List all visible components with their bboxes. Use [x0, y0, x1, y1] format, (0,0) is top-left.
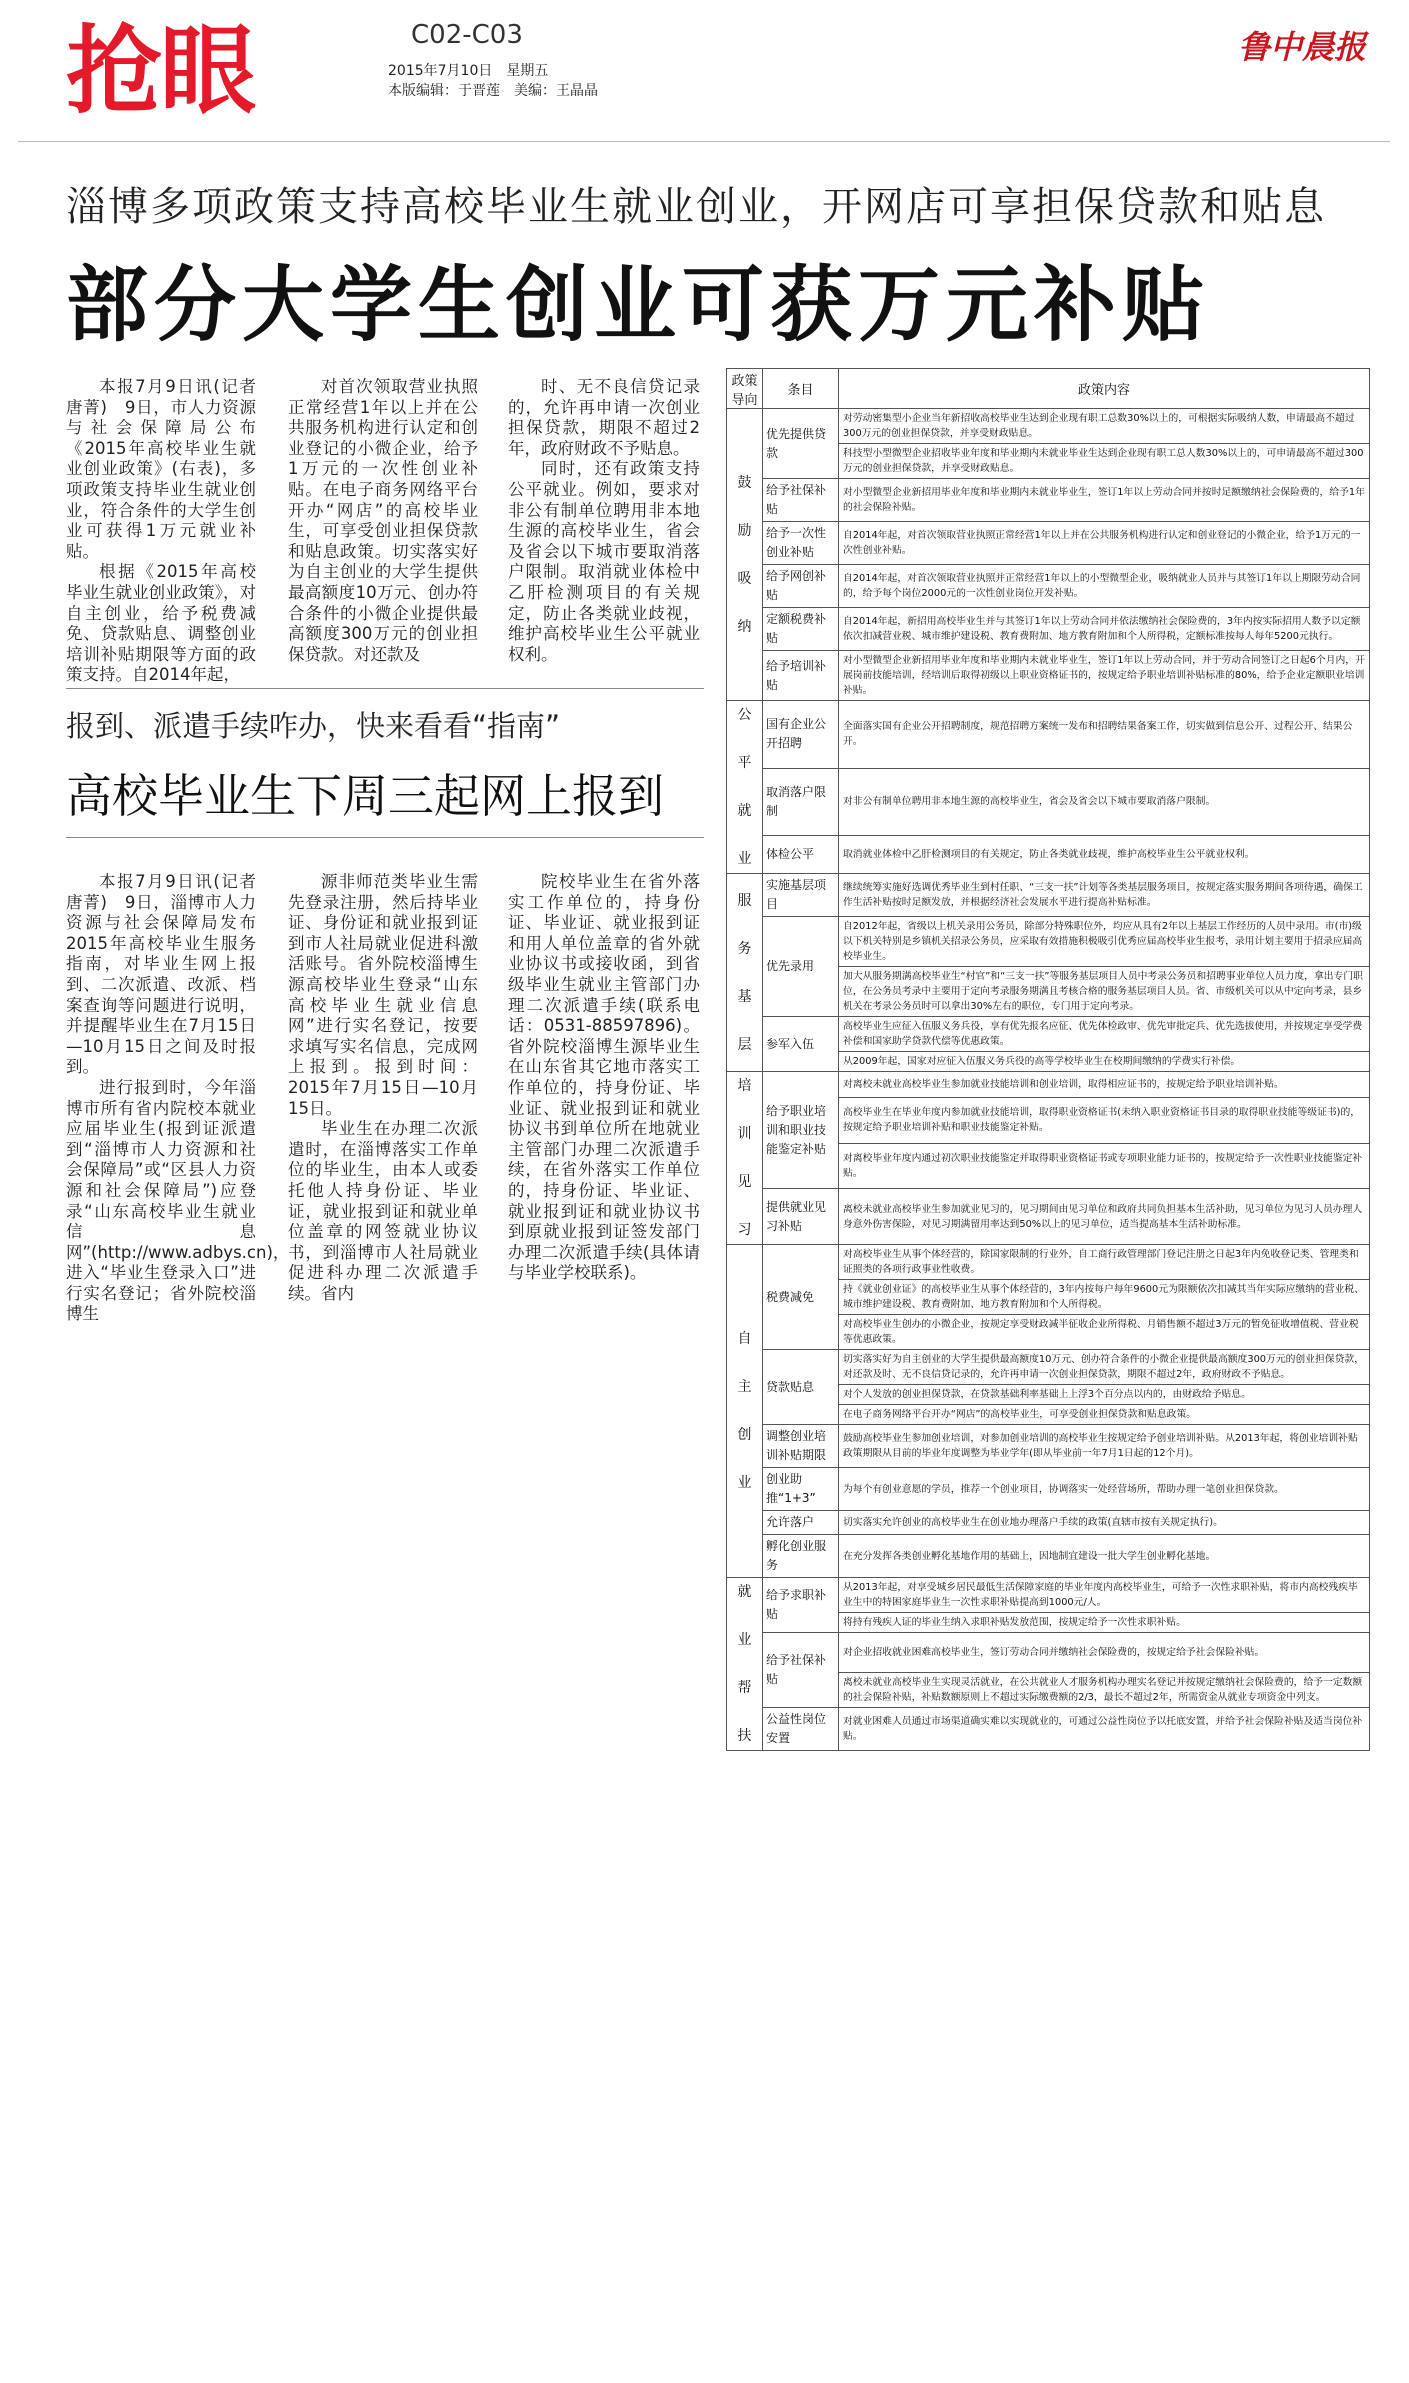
table-row	[727, 1245, 1370, 1280]
table-row	[727, 608, 1370, 651]
policy-category-cell: 公 平 就 业	[727, 701, 763, 874]
policy-content-cell: 对就业困难人员通过市场渠道确实难以实现就业的，可通过公益性岗位予以托底安置，并给予社会保险补贴及适当岗位补贴。	[839, 1708, 1370, 1751]
policy-content-cell: 对非公有制单位聘用非本地生源的高校毕业生，省会及省会以下城市要取消落户限制。	[839, 768, 1370, 836]
article2-column-2	[288, 872, 478, 1304]
paragraph: 院校毕业生在省外落实工作单位的，持身份证、毕业证、就业报到证和用人单位盖章的省外就业协议书或接收函，到省级毕业生就业主管部门办理二次派遣手续(联系电话：0531-88597896)。省外院校淄博生源毕业生在山东省其它地市落实工作单位的，持身份证、毕业证、就业报到证和就业协议书到单位所在地就业主管部门办理二次派遣手续，在省外落实工作单位的，持身份证、毕业证、就业报到证和就业协议书到原就业报到证签发部门办理二次派遣手续(具体请与毕业学校联系)。	[508, 872, 700, 1283]
table-row	[727, 479, 1370, 522]
table-row	[727, 917, 1370, 967]
policy-item-cell: 税费减免	[763, 1245, 839, 1350]
policy-item-cell: 允许落户	[763, 1511, 839, 1535]
header-item: 条目	[763, 369, 839, 409]
policy-content-cell: 对劳动密集型小企业当年新招收高校毕业生达到企业现有职工总数30%以上的，可根据实际吸纳人数，申请最高不超过300万元的创业担保贷款，并享受财政贴息。	[839, 409, 1370, 444]
page-numbers: C02-C03	[411, 20, 523, 50]
policy-content-cell: 自2014年起，对首次领取营业执照并正常经营1年以上的小型微型企业，吸纳就业人员并与其签订1年以上期限劳动合同的，给予每个岗位2000元的一次性创业岗位开发补贴。	[839, 565, 1370, 608]
policy-content-cell: 继续统筹实施好选调优秀毕业生到村任职、“三支一扶”计划等各类基层服务项目，按规定落实服务期间各项待遇，确保工作生活补贴按时足额发放，并根据经济社会发展水平进行提高补贴标准。	[839, 874, 1370, 917]
table-row	[727, 1072, 1370, 1098]
table-row	[727, 836, 1370, 874]
header-content: 政策内容	[839, 369, 1370, 409]
date-line: 2015年7月10日 星期五	[388, 63, 549, 79]
policy-category-cell: 服 务 基 层	[727, 874, 763, 1072]
article2-headline: 高校毕业生下周三起网上报到	[66, 769, 664, 823]
article2-kicker: 报到、派遣手续咋办，快来看看“指南”	[66, 709, 561, 743]
policy-content-cell: 自2012年起，省级以上机关录用公务员，除部分特殊职位外，均应从具有2年以上基层工作经历的人员中录用。市(市)级以下机关特别是乡镇机关招录公务员，应采取有效措施积极吸引优秀应届高校毕业生报考，录用计划主要用于招录应届高校毕业生。	[839, 917, 1370, 967]
policy-category-cell: 鼓 励 吸 纳	[727, 409, 763, 701]
policy-item-cell: 给予社保补贴	[763, 1633, 839, 1708]
policy-content-cell: 对个人发放的创业担保贷款，在贷款基础利率基础上上浮3个百分点以内的，由财政给予贴息。	[839, 1385, 1370, 1405]
policy-content-cell: 高校毕业生在毕业年度内参加就业技能培训，取得职业资格证书(未纳入职业资格证书目录的取得职业技能等级证书)的，按规定给予职业培训补贴和职业技能鉴定补贴。	[839, 1098, 1370, 1144]
article1-column-3	[508, 377, 700, 665]
article1-column-1	[66, 377, 273, 686]
paper-name-logo: 鲁中晨报	[1237, 28, 1366, 66]
policy-content-cell: 对企业招收就业困难高校毕业生，签订劳动合同并缴纳社会保险费的，按规定给予社会保险补贴。	[839, 1633, 1370, 1673]
policy-item-cell: 体检公平	[763, 836, 839, 874]
policy-item-cell: 给予培训补贴	[763, 651, 839, 701]
policy-content-cell: 全面落实国有企业公开招聘制度，规范招聘方案统一发布和招聘结果备案工作，切实做到信息公开、过程公开、结果公开。	[839, 701, 1370, 769]
policy-item-cell: 实施基层项目	[763, 874, 839, 917]
policy-item-cell: 公益性岗位安置	[763, 1708, 839, 1751]
table-row	[727, 1468, 1370, 1511]
policy-item-cell: 定额税费补贴	[763, 608, 839, 651]
article-divider	[66, 688, 704, 689]
headline2-divider	[66, 837, 704, 838]
policy-content-cell: 自2014年起，新招用高校毕业生并与其签订1年以上劳动合同并依法缴纳社会保险费的，3年内按实际招用人数予以定额依次扣减营业税、城市维护建设税、教育费附加、地方教育附加和个人所得税，定额标准按每人每年5200元执行。	[839, 608, 1370, 651]
policy-content-cell: 科技型小型微型企业招收毕业年度和毕业期内未就业毕业生达到企业现有职工总人数30%以上的，可申请最高不超过300万元的创业担保贷款，并享受财政贴息。	[839, 444, 1370, 479]
table-row	[727, 565, 1370, 608]
masthead-divider	[18, 141, 1390, 142]
masthead	[66, 16, 1376, 126]
paragraph: 源非师范类毕业生需先登录注册，然后持毕业证、身份证和就业报到证到市人社局就业促进科激活账号。省外院校淄博生源高校毕业生登录“山东高校毕业生就业信息网”进行实名登记，按要求填写实名信息，完成网上报到。报到时间：2015年7月15日—10月15日。	[288, 872, 478, 1118]
policy-content-cell: 对离校未就业高校毕业生参加就业技能培训和创业培训，取得相应证书的，按规定给予职业培训补贴。	[839, 1072, 1370, 1098]
article1-kicker: 淄博多项政策支持高校毕业生就业创业，开网店可享担保贷款和贴息	[66, 184, 1326, 230]
paragraph: 同时，还有政策支持公平就业。例如，要求对非公有制单位聘用非本地生源的高校毕业生，省会及省会以下城市要取消落户限制。取消就业体检中乙肝检测项目的有关规定，防止各类就业歧视，维护高校毕业生公平就业权利。	[508, 459, 700, 664]
policy-content-cell: 持《就业创业证》的高校毕业生从事个体经营的，3年内按每户每年9600元为限额依次扣减其当年实际应缴纳的营业税、城市维护建设税、教育费附加、地方教育附加和个人所得税。	[839, 1280, 1370, 1315]
policy-content-cell: 为每个有创业意愿的学员，推荐一个创业项目，协调落实一处经营场所，帮助办理一笔创业担保贷款。	[839, 1468, 1370, 1511]
table-row	[727, 768, 1370, 836]
policy-item-cell: 创业助推“1+3”	[763, 1468, 839, 1511]
paragraph: 本报7月9日讯(记者 唐菁) 9日，淄博市人力资源与社会保障局发布2015年高校毕业生服务指南，对毕业生网上报到、二次派遣、改派、档案查询等问题进行说明，并提醒毕业生在7月15日—10月15日之间及时报到。	[66, 872, 273, 1077]
paragraph: 毕业生在办理二次派遣时，在淄博落实工作单位的毕业生，由本人或委托他人持身份证、毕业证，就业报到证和就业单位盖章的网签就业协议书，到淄博市人社局就业促进科办理二次派遣手续。省内	[288, 1119, 478, 1303]
table-row	[727, 1708, 1370, 1751]
policy-item-cell: 优先提供贷款	[763, 409, 839, 479]
policy-item-cell: 给予网创补贴	[763, 565, 839, 608]
policy-item-cell: 给予求职补贴	[763, 1578, 839, 1633]
policy-content-cell: 取消就业体检中乙肝检测项目的有关规定，防止各类就业歧视，维护高校毕业生公平就业权利。	[839, 836, 1370, 874]
article1-headline: 部分大学生创业可获万元补贴	[66, 258, 1211, 353]
header-category: 政策导向	[727, 369, 763, 409]
table-row	[727, 651, 1370, 701]
policy-item-cell: 国有企业公开招聘	[763, 701, 839, 769]
section-logo: 抢眼	[66, 15, 254, 127]
policy-category-cell: 就 业 帮 扶	[727, 1578, 763, 1751]
policy-content-cell: 切实落实好为自主创业的大学生提供最高额度10万元、创办符合条件的小微企业提供最高额度300万元的创业担保贷款，对还款及时、无不良信贷记录的，允许再申请一次创业担保贷款，期限不超过2年，政府财政不予贴息。	[839, 1350, 1370, 1385]
policy-content-cell: 切实落实允许创业的高校毕业生在创业地办理落户手续的政策(直辖市按有关规定执行)。	[839, 1511, 1370, 1535]
article2-column-1	[66, 872, 290, 1325]
policy-content-cell: 鼓励高校毕业生参加创业培训，对参加创业培训的高校毕业生按规定给予创业培训补贴。从2013年起，将创业培训补贴政策期限从目前的毕业年度调整为毕业学年(即从毕业前一年7月1日起的12个月)。	[839, 1425, 1370, 1468]
table-row	[727, 1578, 1370, 1613]
policy-item-cell: 提供就业见习补贴	[763, 1189, 839, 1245]
policy-item-cell: 参军入伍	[763, 1017, 839, 1072]
policy-item-cell: 贷款贴息	[763, 1350, 839, 1425]
policy-content-cell: 离校未就业高校毕业生实现灵活就业，在公共就业人才服务机构办理实名登记并按规定缴纳社会保险费的，给予一定数额的社会保险补贴，补贴数额原则上不超过实际缴费额的2/3，最长不超过2年，所需资金从就业专项资金中列支。	[839, 1673, 1370, 1708]
policy-content-cell: 在充分发挥各类创业孵化基地作用的基础上，因地制宜建设一批大学生创业孵化基地。	[839, 1535, 1370, 1578]
policy-content-cell: 对高校毕业生创办的小微企业，按规定享受财政减半征收企业所得税、月销售额不超过3万元的暂免征收增值税、营业税等优惠政策。	[839, 1315, 1370, 1350]
paragraph: 本报7月9日讯(记者 唐菁) 9日，市人力资源与社会保障局公布《2015年高校毕业生就业创业政策》(右表)，多项政策支持毕业生就业创业，符合条件的大学生创业可获得1万元就业补贴。	[66, 377, 273, 561]
policy-content-cell: 高校毕业生应征入伍服义务兵役，享有优先报名应征、优先体检政审、优先审批定兵、优先选拔使用，并按规定享受学费补偿和国家助学贷款代偿等优惠政策。	[839, 1017, 1370, 1052]
policy-content-cell: 在电子商务网络平台开办“网店”的高校毕业生，可享受创业担保贷款和贴息政策。	[839, 1405, 1370, 1425]
article2-column-3	[508, 872, 700, 1284]
paragraph: 对首次领取营业执照正常经营1年以上并在公共服务机构进行认定和创业登记的小微企业，给予1万元的一次性创业补贴。在电子商务网络平台开办“网店”的高校毕业生，可享受创业担保贷款和贴息政策。切实落实好为自主创业的大学生提供最高额度10万元、创办符合条件的小微企业提供最高额度300万元的创业担保贷款。对还款及	[288, 377, 478, 664]
table-row	[727, 1511, 1370, 1535]
table-row	[727, 409, 1370, 444]
policy-table	[726, 368, 1370, 1751]
policy-content-cell: 加大从服务期满高校毕业生“村官”和“三支一扶”等服务基层项目人员中考录公务员和招聘事业单位人员力度，拿出专门职位，在公务员考录中主要用于定向考录服务期满且考核合格的服务基层项目人员。省、市级机关可以从中定向考录，县乡机关在考录公务员时可以拿出30%左右的职位，专门用于定向考录。	[839, 967, 1370, 1017]
policy-table-header	[727, 369, 1370, 409]
policy-content-cell: 对高校毕业生从事个体经营的，除国家限制的行业外，自工商行政管理部门登记注册之日起3年内免收登记类、管理类和证照类的各项行政事业性收费。	[839, 1245, 1370, 1280]
policy-content-cell: 从2009年起，国家对应征入伍服义务兵役的高等学校毕业生在校期间缴纳的学费实行补偿。	[839, 1052, 1370, 1072]
table-row	[727, 1535, 1370, 1578]
policy-item-cell: 给予社保补贴	[763, 479, 839, 522]
paragraph: 进行报到时，今年淄博市所有省内院校本就业应届毕业生(报到证派遣到“淄博市人力资源和社会保障局”或“区县人力资源和社会保障局”)应登录“山东高校毕业生就业信息网”(http://www.adbys.cn)，进入“毕业生登录入口”进行实名登记；省外院校淄博生	[66, 1077, 290, 1324]
policy-content-cell: 对小型微型企业新招用毕业年度和毕业期内未就业毕业生，签订1年以上劳动合同并按时足额缴纳社会保险费的，给予1年的社会保险补贴。	[839, 479, 1370, 522]
paragraph: 时、无不良信贷记录的，允许再申请一次创业担保贷款，期限不超过2年，政府财政不予贴息。	[508, 377, 700, 458]
policy-item-cell: 调整创业培训补贴期限	[763, 1425, 839, 1468]
policy-category-cell: 培 训 见 习	[727, 1072, 763, 1245]
policy-content-cell: 将持有残疾人证的毕业生纳入求职补贴发放范围，按规定给予一次性求职补贴。	[839, 1613, 1370, 1633]
policy-category-cell: 自 主 创 业	[727, 1245, 763, 1578]
table-row	[727, 1425, 1370, 1468]
policy-item-cell: 取消落户限制	[763, 768, 839, 836]
policy-content-cell: 对小型微型企业新招用毕业年度和毕业期内未就业毕业生，签订1年以上劳动合同，并于劳动合同签订之日起6个月内，开展岗前技能培训，经培训后取得初级以上职业资格证书的，按规定给予职业培训补贴标准的80%，给予企业定额职业培训补贴。	[839, 651, 1370, 701]
table-row	[727, 522, 1370, 565]
policy-content-cell: 自2014年起，对首次领取营业执照正常经营1年以上并在公共服务机构进行认定和创业登记的小微企业，给予1万元的一次性创业补贴。	[839, 522, 1370, 565]
policy-item-cell: 给予一次性创业补贴	[763, 522, 839, 565]
policy-item-cell: 孵化创业服务	[763, 1535, 839, 1578]
article1-column-2	[288, 377, 478, 665]
table-row	[727, 1017, 1370, 1052]
table-row	[727, 701, 1370, 769]
table-row	[727, 1350, 1370, 1385]
policy-content-cell: 对离校毕业年度内通过初次职业技能鉴定并取得职业资格证书或专项职业能力证书的，按规定给予一次性职业技能鉴定补贴。	[839, 1143, 1370, 1189]
policy-item-cell: 优先录用	[763, 917, 839, 1017]
table-row	[727, 1189, 1370, 1245]
table-row	[727, 1633, 1370, 1673]
editor-line: 本版编辑：于晋莲 美编：王晶晶	[388, 83, 598, 99]
policy-content-cell: 从2013年起，对享受城乡居民最低生活保障家庭的毕业年度内高校毕业生，可给予一次性求职补贴，将市内高校残疾毕业生中的特困家庭毕业生一次性求职补贴提高到1000元/人。	[839, 1578, 1370, 1613]
paragraph: 根据《2015年高校毕业生就业创业政策》，对自主创业，给予税费减免、贷款贴息、调整创业培训补贴期限等方面的政策支持。自2014年起，	[66, 562, 256, 685]
policy-content-cell: 离校未就业高校毕业生参加就业见习的，见习期间由见习单位和政府共同负担基本生活补助，见习单位为见习人员办理人身意外伤害保险，对见习期满留用率达到50%以上的见习单位，适当提高基本生活补助标准。	[839, 1189, 1370, 1245]
policy-item-cell: 给予职业培训和职业技能鉴定补贴	[763, 1072, 839, 1189]
table-row	[727, 874, 1370, 917]
